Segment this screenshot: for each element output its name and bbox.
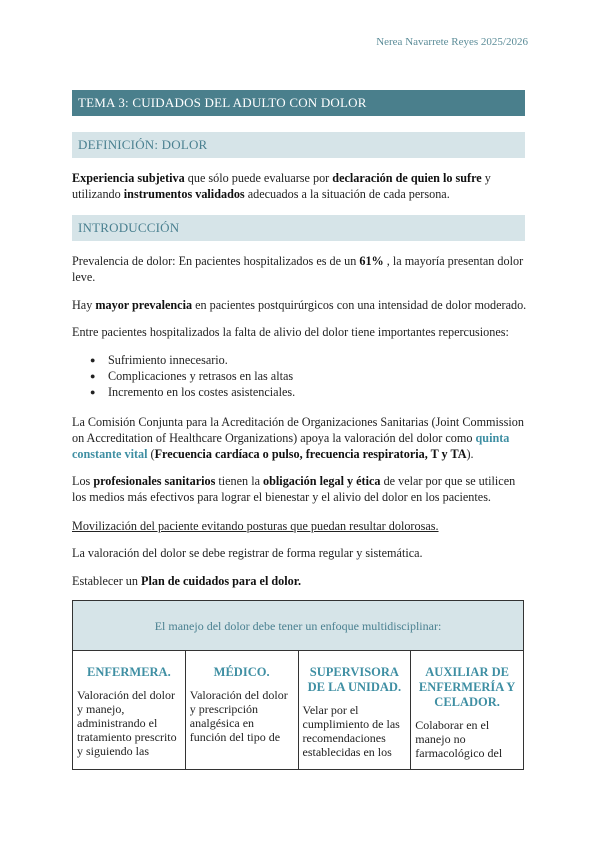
text: adecuados a la situación de cada persona. (244, 187, 450, 201)
text: Hay (72, 298, 96, 312)
column-title: MÉDICO. (213, 665, 270, 679)
author-header: Nerea Navarrete Reyes 2025/2026 (376, 36, 528, 48)
bold-text: declaración de quien lo sufre (332, 171, 482, 185)
column-text: Colaborar en el manejo no farmacológico del (415, 718, 503, 760)
profesionales-paragraph (72, 473, 527, 505)
section-heading-definicion: DEFINICIÓN: DOLOR (72, 132, 525, 158)
text: tienen la (215, 474, 264, 488)
bold-text: Plan de cuidados para el dolor. (141, 574, 302, 588)
section-heading-introduccion: INTRODUCCIÓN (72, 215, 525, 241)
text: y utilizando (72, 171, 491, 201)
list-item: ● Sufrimiento innecesario. (72, 352, 295, 368)
text: Prevalencia de dolor: En pacientes hospitalizados es de un (72, 254, 360, 268)
text: en pacientes postquirúrgicos con una intensidad de dolor moderado. (192, 298, 527, 312)
column-title: SUPERVISORA DE LA UNIDAD. (307, 665, 402, 694)
list-item: ● Complicaciones y retrasos en las altas (72, 368, 295, 384)
list-item: ● Incremento en los costes asistenciales. (72, 384, 295, 400)
text: Los (72, 474, 94, 488)
highlight-text: quinta constante vital (72, 431, 510, 461)
valoracion-paragraph: La valoración del dolor se debe registrar de forma regular y sistemática. (72, 546, 423, 560)
bold-text: obligación legal y ética (263, 474, 381, 488)
movilizacion-paragraph: Movilización del paciente evitando posturas que puedan resultar dolorosas. (72, 519, 439, 533)
comision-paragraph (72, 414, 527, 462)
text: , la mayoría presentan dolor leve. (72, 254, 524, 284)
repercusiones-list (72, 352, 295, 400)
repercusiones-paragraph: Entre pacientes hospitalizados la falta de alivio del dolor tiene importantes repercusiones: (72, 325, 509, 339)
text: que sólo puede evaluarse por (184, 171, 333, 185)
multidisciplinary-table (72, 600, 524, 770)
text: La Comisión Conjunta para la Acreditación de Organizaciones Sanitarias (Joint Commission on Accreditation of Healthcare Organizations) apoya la valoración del dolor como (72, 415, 524, 445)
plan-paragraph (72, 573, 527, 589)
definition-paragraph (72, 170, 527, 202)
table-columns (73, 651, 523, 770)
table-column-auxiliar (411, 651, 523, 770)
column-title: AUXILIAR DE ENFERMERÍA Y CELADOR. (418, 665, 516, 709)
column-title: ENFERMERA. (87, 665, 171, 679)
text: Establecer un (72, 574, 142, 588)
bold-text: Experiencia subjetiva (72, 171, 185, 185)
topic-title-bar: TEMA 3: CUIDADOS DEL ADULTO CON DOLOR (72, 90, 525, 116)
table-column-supervisora (299, 651, 412, 770)
table-header: El manejo del dolor debe tener un enfoque multidisciplinar: (73, 601, 523, 651)
bold-text: instrumentos validados (123, 187, 245, 201)
column-text: Valoración del dolor y manejo, administrando el tratamiento prescrito y siguiendo las (77, 688, 177, 758)
mayor-prevalencia-paragraph (72, 297, 527, 313)
text: ). (466, 447, 474, 461)
bold-text: 61% (359, 254, 387, 268)
bold-text: profesionales sanitarios (93, 474, 216, 488)
column-text: Valoración del dolor y prescripción analgésica en función del tipo de (189, 688, 288, 744)
text: ( (147, 447, 155, 461)
bold-text: mayor prevalencia (95, 298, 193, 312)
table-column-enfermera (73, 651, 186, 770)
prevalence-paragraph (72, 253, 527, 285)
text: de velar por que se utilicen los medios más efectivos para lograr el bienestar y el alivio del dolor en los pacientes. (72, 474, 516, 504)
bold-text: Frecuencia cardíaca o pulso, frecuencia respiratoria, T y TA (154, 447, 467, 461)
table-column-medico (186, 651, 299, 770)
column-text: Velar por el cumplimiento de las recomendaciones establecidas en los (302, 703, 400, 759)
